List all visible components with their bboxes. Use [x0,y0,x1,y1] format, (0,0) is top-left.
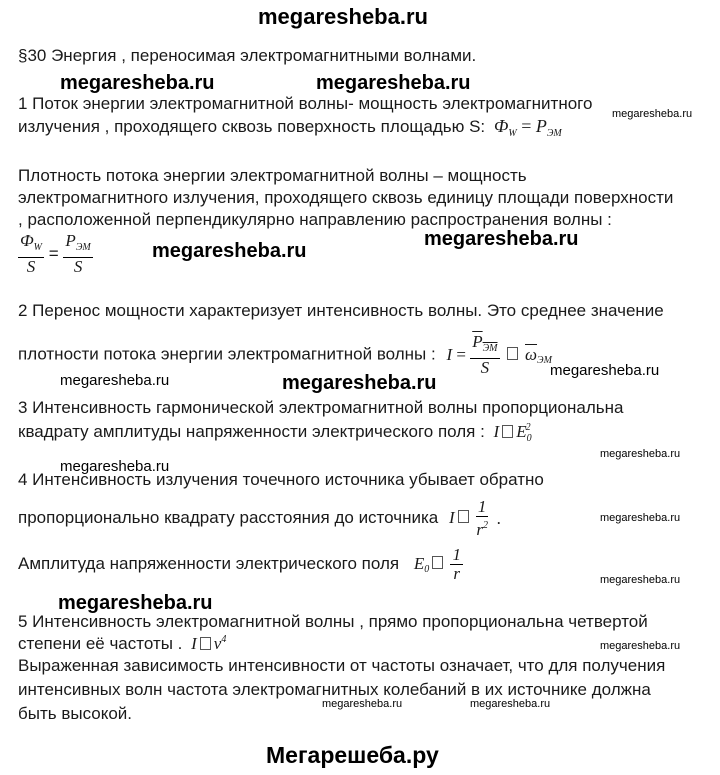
watermark-inline: megaresheba.ru [600,448,681,460]
p8-line3: быть высокой. [18,704,133,723]
p7-line1: 5 Интенсивность электромагнитной волны , прямо пропорциональна четвертой [18,612,648,631]
watermark-inline: megaresheba.ru [612,108,693,120]
proportional-symbol [432,556,443,569]
p3-line2-text: плотности потока энергии электромагнитной волны : [18,344,436,364]
p8-line1: Выраженная зависимость интенсивности от частоты означает, что для получения [18,656,666,675]
proportional-symbol [200,637,211,650]
p1-line2-text: излучения , проходящего сквозь поверхность площадью S: [18,117,486,136]
p2-line2: электромагнитного излучения, проходящего сквозь единицу площади поверхности [18,188,674,207]
p2-line3: , расположенной перпендикулярно направлению распространения волны : [18,210,612,229]
p4-line2-text: квадрату амплитуды напряженности электрического поля : [18,422,485,441]
p2-line1: Плотность потока энергии электромагнитной волны – мощность [18,166,527,185]
p1-line2 [18,116,562,139]
p6-line-text: Амплитуда напряженности электрического поля [18,553,400,573]
watermark-bottom: Мегарешеба.ру [266,742,439,768]
formula-point-source: I $\frac{1}{r^2}$ . [448,497,501,539]
watermark-inline: megaresheba.ru [600,640,681,652]
watermark-inline: megaresheba.ru [60,372,170,389]
p4-line1: 3 Интенсивность гармонической электромагнитной волны пропорциональна [18,398,624,417]
watermark-inline: megaresheba.ru [282,372,437,394]
watermark-inline: megaresheba.ru [550,362,660,379]
proportional-symbol [502,425,513,438]
p4-line2 [18,422,531,444]
formula-amplitude: $E_0$ $\frac{1}{r}$ [413,545,461,583]
p3-line2 [18,333,552,377]
section-title: §30 Энергия , переносимая электромагнитными волнами. [18,46,477,65]
watermark-inline: megaresheba.ru [470,698,551,710]
p5-line2 [18,498,501,539]
p7-line2 [18,634,226,654]
watermark-inline: megaresheba.ru [152,240,307,262]
p6-line [18,546,463,583]
watermark-inline: megaresheba.ru [600,574,681,586]
formula-frequency: I $\nu^4$ [191,634,227,653]
formula-intensity: I = $\frac{P_{ЭМ}}{S}$ $\overline{\omega}_{ЭМ}$ [446,332,552,377]
watermark-inline: megaresheba.ru [58,592,213,614]
p5-line1: 4 Интенсивность излучения точечного источника убывает обратно [18,470,544,489]
watermark-inline: megaresheba.ru [600,512,681,524]
proportional-symbol [507,347,518,360]
formula-flux: $Ф_W = P_{ЭМ}$ [493,116,562,139]
watermark-inline: megaresheba.ru [60,72,215,94]
p8-line2: интенсивных волн частота электромагнитных колебаний в их источнике должна [18,680,651,699]
formula-harmonic: I $E_0^2$ [493,422,532,444]
p3-line1: 2 Перенос мощности характеризует интенсивность волны. Это среднее значение [18,301,664,320]
proportional-symbol [458,510,469,523]
watermark-inline: megaresheba.ru [424,228,579,250]
p1-line1: 1 Поток энергии электромагнитной волны- мощность электромагнитного [18,94,593,113]
watermark-inline: megaresheba.ru [60,458,170,475]
watermark-inline: megaresheba.ru [316,72,471,94]
watermark-top: megaresheba.ru [258,4,428,29]
p5-line2-text: пропорционально квадрату расстояния до источника [18,507,439,527]
p7-line2-text: степени её частоты . [18,634,183,653]
formula-flux-density: $\frac{Ф_W}{S}$ = $\frac{P_{ЭМ}}{S}$ [20,231,91,276]
watermark-inline: megaresheba.ru [322,698,403,710]
